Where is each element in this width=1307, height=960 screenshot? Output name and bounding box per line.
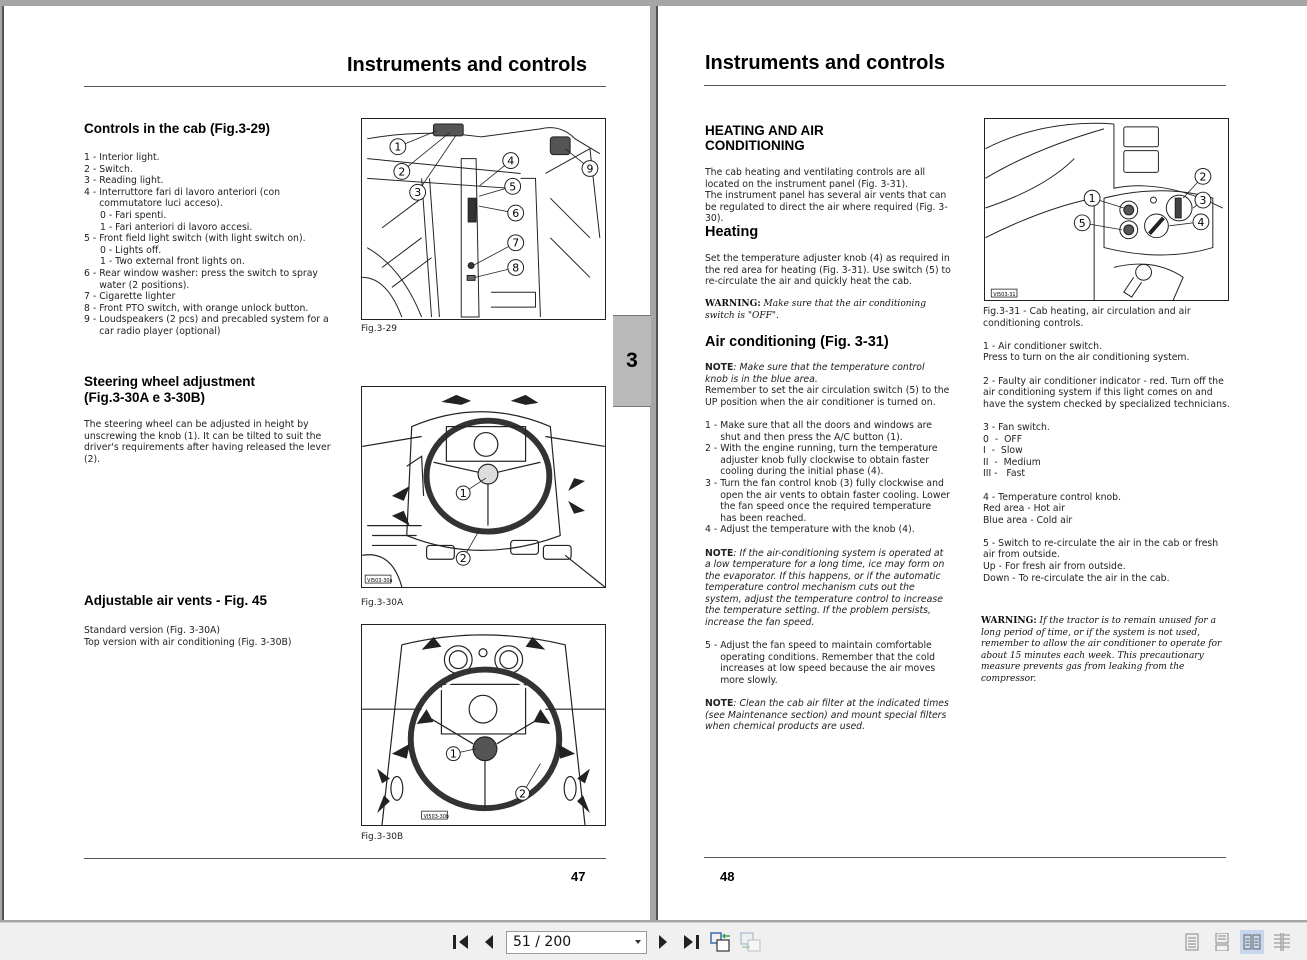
legend-item-5-up: Up - For fresh air from outside. bbox=[983, 561, 1126, 573]
svg-text:3: 3 bbox=[1199, 194, 1207, 208]
figure-code-3-30b: VI503-30b bbox=[423, 814, 450, 821]
continuous-page-icon bbox=[1214, 933, 1230, 951]
legend-item-3: 3 - Fan switch. bbox=[983, 421, 1050, 433]
heating-body: Set the temperature adjuster knob (4) as required in the red area for heating (Fig. 3-31). Use switch (5) to re-circulate the air and quickly heat the cab. bbox=[705, 253, 951, 288]
svg-text:1: 1 bbox=[394, 140, 402, 154]
list-item bbox=[84, 164, 329, 176]
single-page-view-button[interactable] bbox=[1180, 930, 1204, 954]
aircon-steps-list bbox=[705, 420, 950, 536]
vents-line-top: Top version with air conditioning (Fig. 3-30B) bbox=[84, 636, 292, 648]
figure-3-30b-steering-aircon bbox=[361, 624, 606, 826]
go-back-view-button[interactable] bbox=[710, 931, 732, 953]
steering-wheel-standard-illustration bbox=[362, 387, 605, 587]
list-item bbox=[84, 175, 329, 187]
first-page-icon bbox=[452, 934, 470, 950]
svg-text:2: 2 bbox=[1199, 170, 1207, 184]
item-text: Turn the fan control knob (3) fully clockwise and open the air vents to obtain faster cooling. Lower the fan speed once the required temperature has been reached. bbox=[720, 477, 950, 524]
last-page-icon bbox=[682, 934, 700, 950]
header-rule bbox=[84, 86, 606, 87]
svg-text:8: 8 bbox=[512, 261, 520, 275]
svg-text:1: 1 bbox=[459, 486, 467, 500]
item-text: Adjust the temperature with the knob (4). bbox=[720, 524, 915, 536]
svg-text:2: 2 bbox=[459, 552, 467, 566]
list-item bbox=[705, 443, 950, 478]
list-item bbox=[84, 303, 329, 315]
figure-code-3-31: VI503-31 bbox=[993, 292, 1016, 299]
svg-text:9: 9 bbox=[586, 162, 594, 176]
figure-caption-3-30b: Fig.3-30B bbox=[361, 832, 404, 842]
vents-line-standard: Standard version (Fig. 3-30A) bbox=[84, 625, 221, 636]
legend-item-5: 5 - Switch to re-circulate the air in the cab or fresh air from outside. bbox=[983, 537, 1219, 561]
list-item bbox=[84, 152, 329, 164]
hvac-intro bbox=[705, 167, 950, 225]
item-number: 1 - bbox=[84, 152, 100, 163]
continuous-view-button[interactable] bbox=[1210, 930, 1234, 954]
steering-body: The steering wheel can be adjusted in height by unscrewing the knob (1). It can be tilted to suit the driver's requirements after having released the lever (2). bbox=[84, 419, 331, 465]
svg-text:6: 6 bbox=[512, 207, 520, 221]
item-number: 4 - bbox=[705, 524, 721, 536]
figure-3-29-cab-controls bbox=[361, 118, 606, 320]
note-label: NOTE bbox=[705, 362, 734, 373]
item-number: 9 - bbox=[84, 314, 100, 326]
next-page-button[interactable] bbox=[652, 931, 674, 953]
list-item bbox=[705, 524, 950, 536]
two-page-continuous-view-button[interactable] bbox=[1270, 930, 1294, 954]
svg-text:5: 5 bbox=[509, 180, 517, 194]
page-indicator: 51 / 200 bbox=[513, 934, 572, 950]
item-text: Reading light. bbox=[99, 175, 164, 187]
note-label: NOTE bbox=[705, 698, 734, 710]
note-text: : Clean the cab air filter at the indicated times (see Maintenance section) and mount special filters when chemical products are used. bbox=[705, 698, 949, 733]
legend-item-4-blue: Blue area - Cold air bbox=[983, 514, 1073, 526]
item-number: 4 - bbox=[84, 186, 100, 198]
fan-speed-fast: III - Fast bbox=[983, 468, 1026, 480]
item-text: With the engine running, turn the temperature adjuster knob fully clockwise to obtain faster cooling during the initial phase (4). bbox=[720, 443, 938, 478]
next-page-icon bbox=[657, 934, 669, 950]
list-item bbox=[705, 478, 950, 524]
callout-6 bbox=[479, 205, 524, 221]
list-item bbox=[84, 314, 329, 337]
aircon-note-3 bbox=[705, 698, 950, 733]
callout-5 bbox=[1074, 215, 1121, 231]
controls-list bbox=[84, 152, 329, 338]
note-text: : If the air-conditioning system is operated at a low temperature for a long time, ice may form on the evaporator. If this happens, or if the automatic temperature control mechanism cuts out the system, adjust the temperature control to increase the temperature setting. If the problem persists, increase the fan speed. bbox=[705, 547, 945, 629]
two-page-icon bbox=[1243, 933, 1261, 951]
warning-text: Make sure that the air conditioning switch is "OFF". bbox=[705, 299, 926, 321]
legend-item-5-down: Down - To re-circulate the air in the cab. bbox=[983, 572, 1170, 584]
page-number: 47 bbox=[571, 869, 586, 884]
fan-speed-off: 0 - OFF bbox=[983, 433, 1023, 445]
warning-label: WARNING: bbox=[981, 616, 1037, 626]
section-title-controls: Controls in the cab (Fig.3-29) bbox=[84, 121, 271, 136]
item-text: Interior light. bbox=[99, 152, 160, 163]
single-page-icon bbox=[1184, 933, 1200, 951]
fig-3-31-legend bbox=[983, 306, 1233, 584]
go-forward-view-icon bbox=[740, 932, 762, 952]
list-subitem: 0 - Fari spenti. bbox=[100, 209, 167, 221]
page-header-title: Instruments and controls bbox=[347, 54, 588, 76]
callout-3 bbox=[1193, 192, 1211, 208]
list-item bbox=[84, 187, 329, 210]
page-number: 48 bbox=[720, 869, 735, 884]
svg-text:1: 1 bbox=[449, 747, 457, 761]
item-number: 5 - bbox=[84, 233, 100, 245]
step-number: 5 - bbox=[705, 640, 721, 652]
figure-3-31-hvac-controls bbox=[984, 118, 1229, 301]
svg-text:2: 2 bbox=[519, 787, 527, 801]
chevron-down-icon bbox=[635, 940, 641, 944]
first-page-button[interactable] bbox=[450, 931, 472, 953]
svg-text:2: 2 bbox=[398, 165, 406, 179]
figure-3-30a-steering-standard bbox=[361, 386, 606, 588]
callout-1 bbox=[456, 478, 486, 500]
list-subitem: 0 - Lights off. bbox=[100, 244, 162, 256]
figure-code-3-30a: VI503-30a bbox=[367, 578, 393, 585]
item-text: Front PTO switch, with orange unlock button. bbox=[99, 302, 309, 314]
svg-text:4: 4 bbox=[507, 154, 515, 168]
aircon-note-1 bbox=[705, 362, 950, 385]
section-title-hvac-line2: CONDITIONING bbox=[705, 138, 805, 153]
item-text: Make sure that all the doors and windows are shut and then press the A/C button (1). bbox=[720, 419, 932, 443]
item-number: 2 - bbox=[705, 443, 721, 455]
chapter-tab: 3 bbox=[613, 315, 651, 407]
footer-rule bbox=[704, 857, 1226, 858]
section-title-vents: Adjustable air vents - Fig. 45 bbox=[84, 593, 268, 608]
svg-text:7: 7 bbox=[512, 236, 520, 250]
item-number: 8 - bbox=[84, 302, 100, 314]
section-title-heating: Heating bbox=[705, 224, 759, 240]
hvac-panel-illustration bbox=[985, 119, 1228, 300]
warning-label: WARNING: bbox=[705, 299, 761, 309]
steering-wheel-aircon-illustration bbox=[362, 625, 605, 825]
aircon-step-5 bbox=[705, 640, 950, 686]
page-47 bbox=[2, 6, 650, 920]
figure-caption-3-30a: Fig.3-30A bbox=[361, 598, 404, 608]
legend-item-4-red: Red area - Hot air bbox=[983, 503, 1065, 515]
list-item bbox=[84, 268, 329, 291]
item-text: Front field light switch (with light switch on). bbox=[99, 233, 306, 245]
section-title-aircon: Air conditioning (Fig. 3-31) bbox=[705, 334, 889, 350]
legend-item-2: 2 - Faulty air conditioner indicator - red. Turn off the air conditioning system if this light comes on and have the system checked by specialized technicians. bbox=[983, 375, 1230, 410]
section-title-hvac-line1: HEATING AND AIR bbox=[705, 123, 824, 138]
item-number: 1 - bbox=[705, 419, 721, 431]
legend-item-4: 4 - Temperature control knob. bbox=[983, 491, 1122, 503]
item-number: 3 - bbox=[705, 477, 721, 489]
fan-speed-medium: II - Medium bbox=[983, 456, 1041, 468]
item-text: Interruttore fari di lavoro anteriori (con commutatore luci acceso). bbox=[99, 186, 281, 210]
list-item bbox=[705, 420, 950, 443]
aircon-body bbox=[705, 362, 950, 733]
aircon-paragraph: Remember to set the air circulation switch (5) to the UP position when the air conditioner is turned on. bbox=[705, 385, 950, 408]
aircon-note-2 bbox=[705, 548, 950, 629]
callout-2 bbox=[456, 531, 479, 566]
section-title-steering-line2: (Fig.3-30A e 3-30B) bbox=[84, 390, 206, 405]
item-text: Cigarette lighter bbox=[99, 291, 176, 303]
figure-caption-3-31: Fig.3-31 - Cab heating, air circulation and air conditioning controls. bbox=[983, 306, 1191, 329]
item-number: 6 - bbox=[84, 267, 100, 279]
final-warning bbox=[981, 616, 1231, 686]
item-number: 3 - bbox=[84, 175, 100, 187]
callout-8 bbox=[475, 260, 524, 278]
two-page-view-button[interactable] bbox=[1240, 930, 1264, 954]
page-number-dropdown[interactable] bbox=[506, 931, 647, 954]
figure-caption-3-29: Fig.3-29 bbox=[361, 324, 398, 334]
previous-page-button[interactable] bbox=[478, 931, 500, 953]
item-text: Switch. bbox=[99, 163, 133, 175]
item-text: Rear window washer: press the switch to spray water (2 positions). bbox=[99, 267, 318, 291]
hvac-paragraph-1: The cab heating and ventilating controls are all located on the instrument panel (Fig. 3-31). bbox=[705, 167, 926, 190]
page-48 bbox=[656, 6, 1307, 920]
list-item bbox=[84, 291, 329, 303]
legend-item-1-detail: Press to turn on the air conditioning system. bbox=[983, 352, 1190, 364]
svg-text:3: 3 bbox=[414, 186, 422, 200]
previous-page-icon bbox=[483, 934, 495, 950]
go-back-view-icon bbox=[710, 932, 732, 952]
footer-rule bbox=[84, 858, 606, 859]
callout-1 bbox=[446, 747, 476, 761]
cab-interior-illustration bbox=[362, 119, 605, 319]
two-page-continuous-icon bbox=[1273, 933, 1291, 951]
item-number: 7 - bbox=[84, 291, 100, 303]
go-forward-view-button[interactable] bbox=[740, 931, 762, 953]
legend-item-1: 1 - Air conditioner switch. bbox=[983, 340, 1103, 352]
note-text: : Make sure that the temperature control knob is in the blue area. bbox=[705, 362, 925, 385]
hvac-paragraph-2: The instrument panel has several air vents that can be regulated to direct the air where required (Fig. 3-30). bbox=[705, 190, 948, 225]
svg-text:5: 5 bbox=[1078, 216, 1086, 230]
item-text: Loudspeakers (2 pcs) and precabled system for a car radio player (optional) bbox=[99, 314, 329, 337]
svg-text:1: 1 bbox=[1088, 192, 1096, 206]
warning-text: If the tractor is to remain unused for a long period of time, or if the system is not used, remember to allow the air conditioner to operate for about 15 minutes each week. This precautionary measure prevents gas from leaking from the compressor. bbox=[981, 616, 1222, 684]
callout-3 bbox=[410, 135, 457, 200]
fan-speed-slow: I - Slow bbox=[983, 445, 1023, 457]
heating-warning bbox=[705, 299, 953, 322]
note-label: NOTE bbox=[705, 547, 734, 559]
header-rule bbox=[704, 85, 1226, 86]
section-title-steering-line1: Steering wheel adjustment bbox=[84, 374, 256, 389]
pdf-navigation-toolbar bbox=[0, 922, 1307, 960]
last-page-button[interactable] bbox=[680, 931, 702, 953]
list-item bbox=[84, 233, 329, 245]
vents-body bbox=[84, 625, 334, 648]
item-number: 2 - bbox=[84, 163, 100, 175]
page-header-title: Instruments and controls bbox=[705, 52, 946, 74]
list-subitem: 1 - Fari anteriori di lavoro accesi. bbox=[100, 221, 253, 233]
list-subitem: 1 - Two external front lights on. bbox=[100, 256, 245, 268]
svg-text:4: 4 bbox=[1197, 215, 1205, 229]
step-text: Adjust the fan speed to maintain comfortable operating conditions. Remember that the cold increases at low speed because the air moves more slowly. bbox=[720, 640, 936, 687]
